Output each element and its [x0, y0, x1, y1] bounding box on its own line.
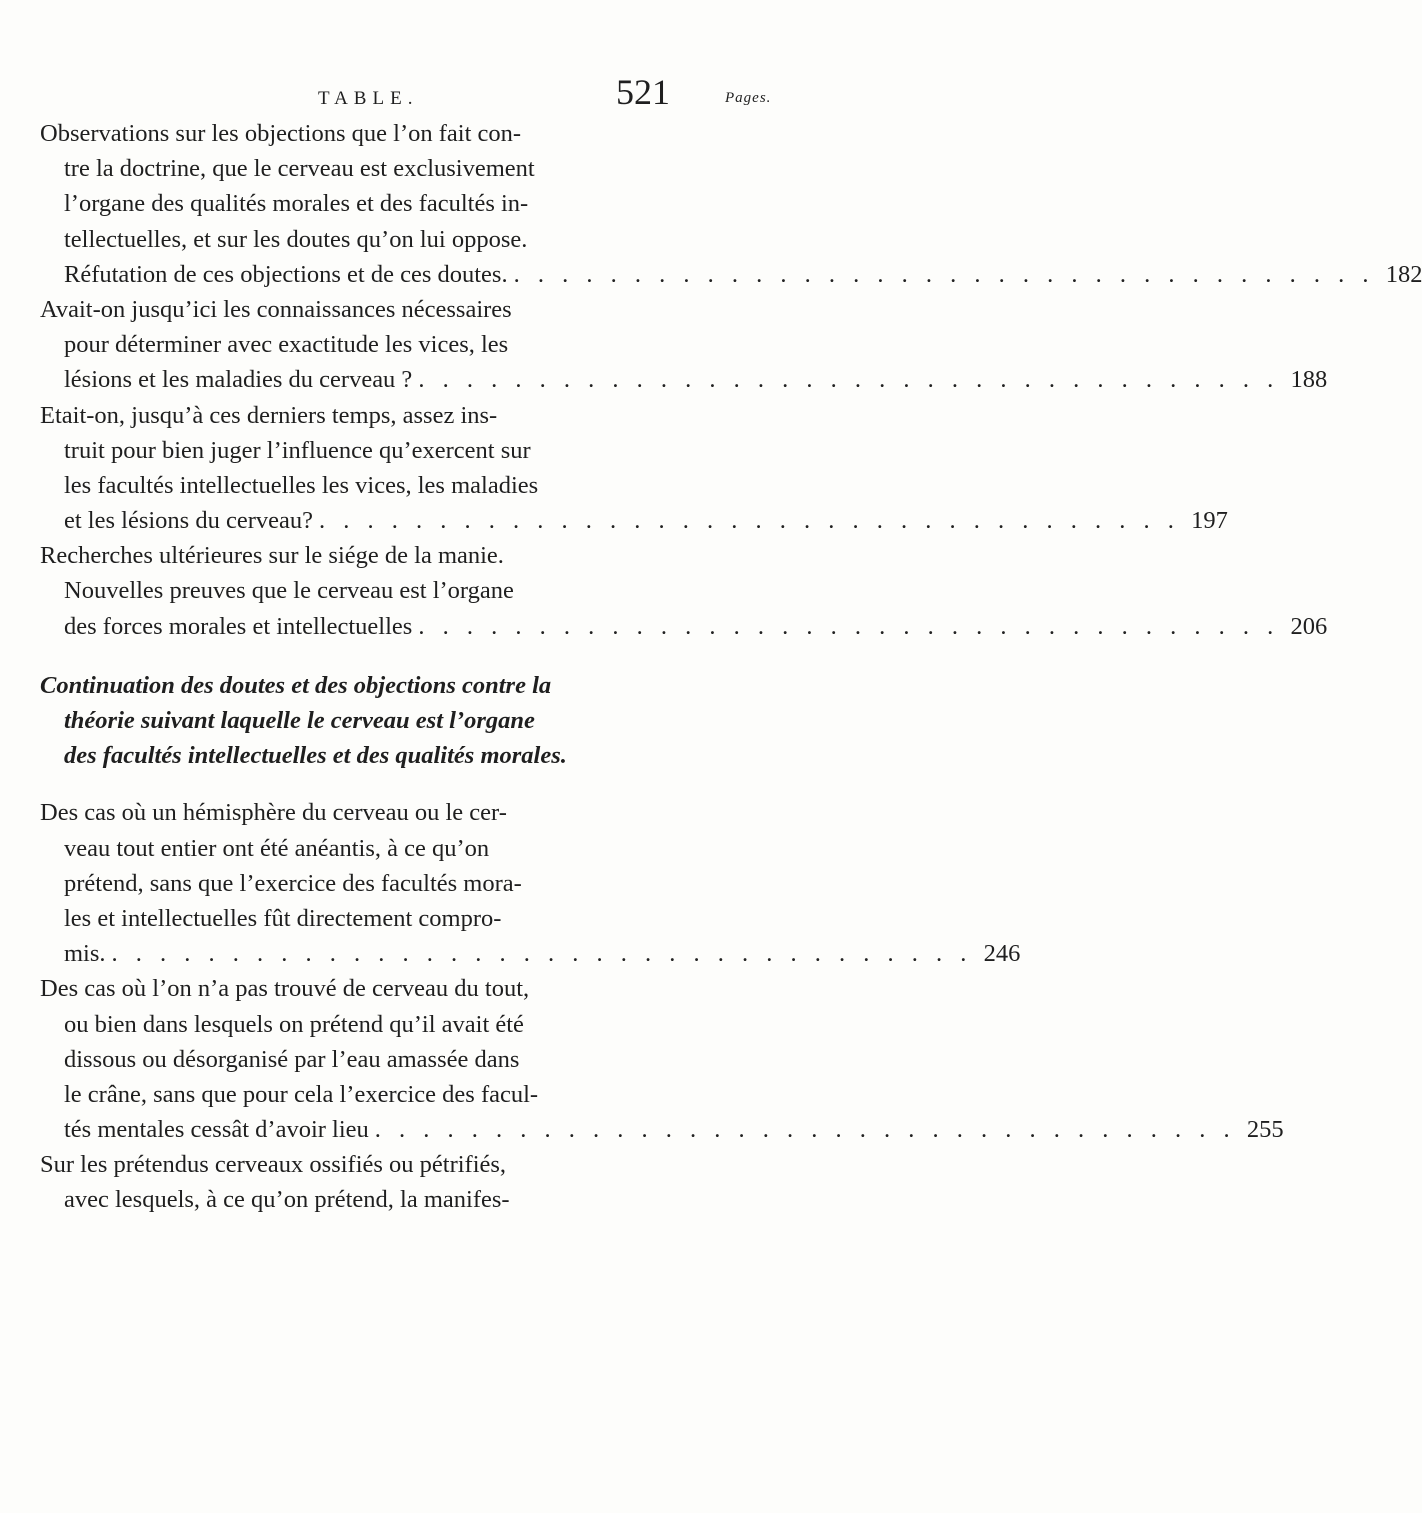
toc-entry-text: l’organe des qualités morales et des facultés in- — [64, 190, 529, 218]
toc-entry-line — [40, 901, 780, 936]
toc-entry-text: lésions et les maladies du cerveau ? — [64, 366, 413, 394]
toc-entry-line — [40, 538, 780, 573]
page-number: 521 — [616, 72, 670, 112]
toc-entry-line — [40, 1112, 1284, 1147]
dot-leader: . . . . . . . . . . . . . . . . . . . . . . . . . . . . . . . . . . . . — [318, 507, 1180, 535]
toc-entry-text: Etait-on, jusqu’à ces derniers temps, assez ins- — [40, 401, 498, 429]
pages-column-label: Pages. — [725, 90, 772, 106]
toc-entry-line — [40, 795, 780, 830]
toc-entry-text: dissous ou désorganisé par l’eau amassée dans — [64, 1045, 520, 1073]
toc-entry-line — [40, 1077, 780, 1112]
toc-entry-line — [40, 398, 780, 433]
toc-entry-text: avec lesquels, à ce qu’on prétend, la manifes- — [64, 1186, 510, 1214]
page-header — [0, 70, 800, 110]
toc-entry-text: des forces morales et intellectuelles — [64, 612, 413, 640]
toc-entry-text: Des cas où un hémisphère du cerveau ou le cer- — [40, 799, 507, 827]
toc-entry-text: et les lésions du cerveau? — [64, 507, 313, 535]
toc-page-number: 255 — [1246, 1116, 1284, 1144]
toc-entry-line — [40, 362, 1328, 397]
toc-entry — [40, 1147, 780, 1217]
table-of-contents — [40, 116, 1422, 1218]
toc-entry-text: les et intellectuelles fût directement compro- — [64, 904, 502, 932]
toc-entry-line — [40, 257, 1422, 292]
toc-entry-line — [40, 151, 780, 186]
toc-entry-text: Observations sur les objections que l’on fait con- — [40, 120, 522, 147]
toc-entry-line — [40, 971, 780, 1006]
toc-entry-line — [40, 1007, 780, 1042]
toc-entry — [40, 971, 1284, 1147]
toc-entry-text: Nouvelles preuves que le cerveau est l’organe — [64, 577, 514, 605]
dot-leader: . . . . . . . . . . . . . . . . . . . . . . . . . . . . . . . . . . . . — [111, 940, 973, 968]
toc-entry-line — [40, 1182, 780, 1217]
dot-leader: . . . . . . . . . . . . . . . . . . . . . . . . . . . . . . . . . . . . — [374, 1116, 1236, 1144]
section-heading-line: Continuation des doutes et des objections contre la — [40, 671, 552, 699]
toc-entry-text: tellectuelles, et sur les doutes qu’on lui oppose. — [64, 225, 528, 253]
toc-page-number: 246 — [983, 940, 1021, 968]
toc-entry-line — [40, 468, 780, 503]
toc-entry-text: tre la doctrine, que le cerveau est exclusivement — [64, 155, 535, 183]
toc-entry-text: truit pour bien juger l’influence qu’exercent sur — [64, 436, 531, 464]
toc-page-number: 197 — [1191, 507, 1228, 535]
dot-leader: . . . . . . . . . . . . . . . . . . . . . . . . . . . . . . . . . . . . — [418, 612, 1280, 640]
toc-entry-text: veau tout entier ont été anéantis, à ce qu’on — [64, 834, 490, 862]
toc-entry-line — [40, 866, 780, 901]
toc-entry-line — [40, 222, 780, 257]
toc-group-2 — [40, 795, 1284, 1217]
toc-entry — [40, 795, 1021, 971]
toc-entry — [40, 398, 1228, 539]
toc-entry — [40, 538, 1328, 644]
toc-entry-line — [40, 433, 780, 468]
toc-entry-line — [40, 503, 1228, 538]
toc-entry-text: mis. — [64, 940, 106, 968]
toc-entry — [40, 292, 1328, 398]
toc-entry-text: les facultés intellectuelles les vices, les maladies — [64, 471, 539, 499]
toc-entry-line — [40, 116, 780, 151]
toc-entry-line — [40, 609, 1328, 644]
toc-entry-text: Des cas où l’on n’a pas trouvé de cerveau du tout, — [40, 975, 530, 1003]
toc-page-number: 188 — [1290, 366, 1328, 394]
running-title: TABLE. — [318, 88, 419, 109]
toc-entry-text: ou bien dans lesquels on prétend qu’il avait été — [64, 1010, 524, 1038]
dot-leader: . . . . . . . . . . . . . . . . . . . . . . . . . . . . . . . . . . . . — [418, 366, 1280, 394]
section-heading-line: des facultés intellectuelles et des qualités morales. — [64, 742, 567, 770]
toc-entry-line — [40, 327, 780, 362]
toc-entry-line — [40, 1147, 780, 1182]
toc-entry-line — [40, 186, 780, 221]
toc-entry-line — [40, 831, 780, 866]
toc-group-1 — [40, 116, 1422, 644]
section-heading — [40, 668, 780, 774]
toc-page-number: 206 — [1290, 612, 1328, 640]
section-heading-line: théorie suivant laquelle le cerveau est l’organe — [64, 707, 535, 734]
toc-entry-text: Sur les prétendus cerveaux ossifiés ou pétrifiés, — [40, 1151, 507, 1179]
dot-leader: . . . . . . . . . . . . . . . . . . . . . . . . . . . . . . . . . . . . — [513, 260, 1375, 288]
toc-entry-line — [40, 573, 780, 608]
toc-entry-line — [40, 936, 1021, 971]
toc-entry-text: tés mentales cessât d’avoir lieu — [64, 1116, 369, 1144]
toc-entry-text: prétend, sans que l’exercice des facultés mora- — [64, 869, 522, 897]
toc-entry-text: le crâne, sans que pour cela l’exercice des facul- — [64, 1080, 539, 1108]
toc-entry-text: Réfutation de ces objections et de ces doutes. — [64, 260, 508, 288]
toc-page-number: 182 — [1385, 260, 1422, 288]
toc-entry — [40, 116, 1422, 292]
toc-entry-text: pour déterminer avec exactitude les vices, les — [64, 331, 509, 359]
toc-entry-line — [40, 292, 780, 327]
toc-entry-text: Avait-on jusqu’ici les connaissances nécessaires — [40, 295, 512, 323]
toc-entry-line — [40, 1042, 780, 1077]
toc-entry-text: Recherches ultérieures sur le siége de la manie. — [40, 542, 504, 570]
